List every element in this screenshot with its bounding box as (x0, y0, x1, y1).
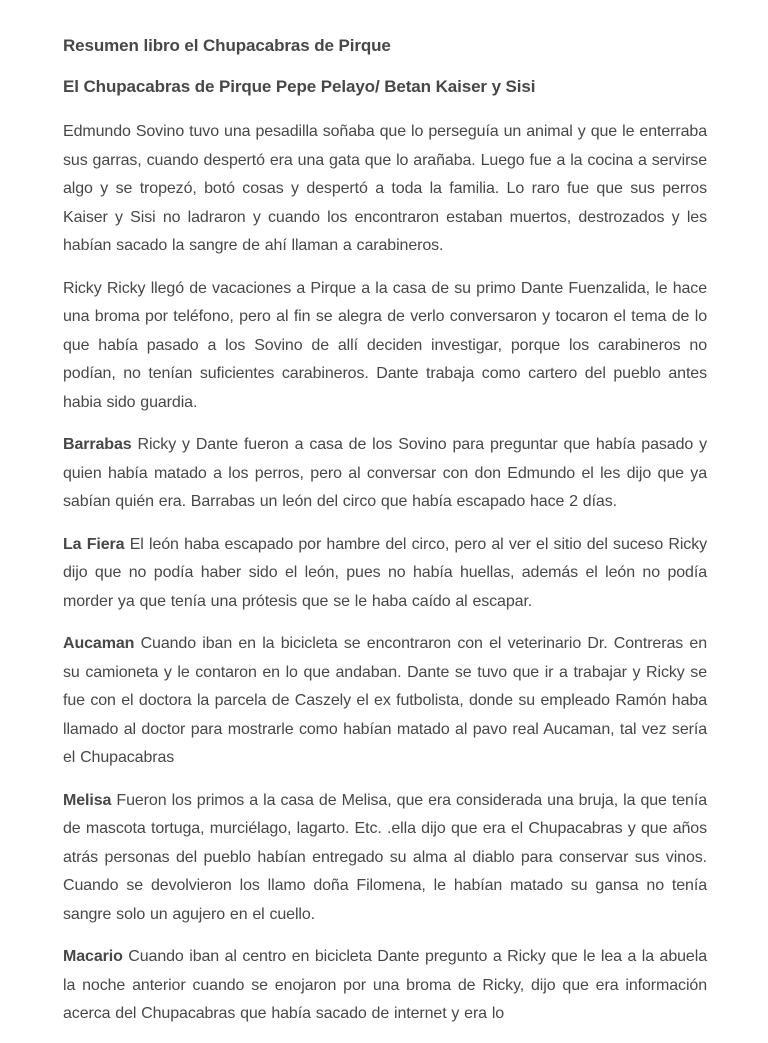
paragraph-lead: Macario (63, 948, 123, 965)
paragraph-list (63, 118, 707, 1029)
document-title: Resumen libro el Chupacabras de Pirque (63, 36, 391, 55)
paragraph (63, 275, 707, 418)
paragraph-text: Edmundo Sovino tuvo una pesadilla soñaba que lo perseguía un animal y que le enterraba sus garras, cuando despertó era una gata que lo arañaba. Luego fue a la cocina a servirse algo y se tropezó, botó cosas y despertó a toda la familia. Lo raro fue que sus perros Kaiser y Sisi no ladraron y cuando los encontraron estaban muertos, destrozados y les habían sacado la sangre de ahí llaman a carabineros. (63, 123, 707, 254)
paragraph-lead: Melisa (63, 791, 112, 809)
paragraph-text: Cuando iban en la bicicleta se encontraron con el veterinario Dr. Contreras en su camioneta y le contaron en lo que andaban. Dante se tuvo que ir a trabajar y Ricky se fue con el doctora la parcela de Caszely el ex futbolista, donde su empleado Ramón haba llamado al doctor para mostrarle como habían matado al pavo real Aucaman, tal vez sería el Chupacabras (63, 635, 707, 766)
paragraph (63, 787, 707, 930)
paragraph-text: El león haba escapado por hambre del circo, pero al ver el sitio del suceso Ricky dijo que no podía haber sido el león, pues no había huellas, además el león no podía morder ya que tenía una prótesis que se le haba caído al escapar. (63, 535, 708, 610)
paragraph-text: Fueron los primos a la casa de Melisa, que era considerada una bruja, la que tenía de mascota tortuga, murciélago, lagarto. Etc. .ella dijo que era el Chupacabras y que años atrás personas del pueblo habían entregado su alma al diablo para conservar sus vinos. Cuando se devolvieron los llamo doña Filomena, le habían matado su gansa no tenía sangre solo un agujero en el cuello. (63, 791, 707, 923)
paragraph (63, 118, 707, 261)
paragraph-text: Cuando iban al centro en bicicleta Dante pregunto a Ricky que le lea a la abuela la noche anterior cuando se enojaron por una broma de Ricky, dijo que era información acerca del Chupacabras que había sacado de internet y era lo (63, 948, 707, 1022)
paragraph (63, 431, 707, 517)
document-subtitle: El Chupacabras de Pirque Pepe Pelayo/ Betan Kaiser y Sisi (63, 77, 536, 96)
paragraph-lead: La Fiera (63, 535, 125, 553)
paragraph-lead: Aucaman (63, 635, 135, 652)
paragraph (63, 943, 707, 1029)
document-content (63, 36, 707, 1043)
paragraph (63, 630, 707, 773)
paragraph-text: Ricky y Dante fueron a casa de los Sovino para preguntar que había pasado y quien había matado a los perros, pero al conversar con don Edmundo el les dijo que ya sabían quién era. Barrabas un león del circo que había escapado hace 2 días. (63, 436, 707, 510)
paragraph-text: Ricky Ricky llegó de vacaciones a Pirque a la casa de su primo Dante Fuenzalida, le hace una broma por teléfono, pero al fin se alegra de verlo conversaron y tocaron el tema de lo que había pasado a los Sovino de allí deciden investigar, porque los carabineros no podían, no tenían suficientes carabineros. Dante trabaja como cartero del pueblo antes habia sido guardia. (63, 279, 707, 411)
paragraph-lead: Barrabas (63, 436, 132, 453)
paragraph (63, 531, 707, 617)
